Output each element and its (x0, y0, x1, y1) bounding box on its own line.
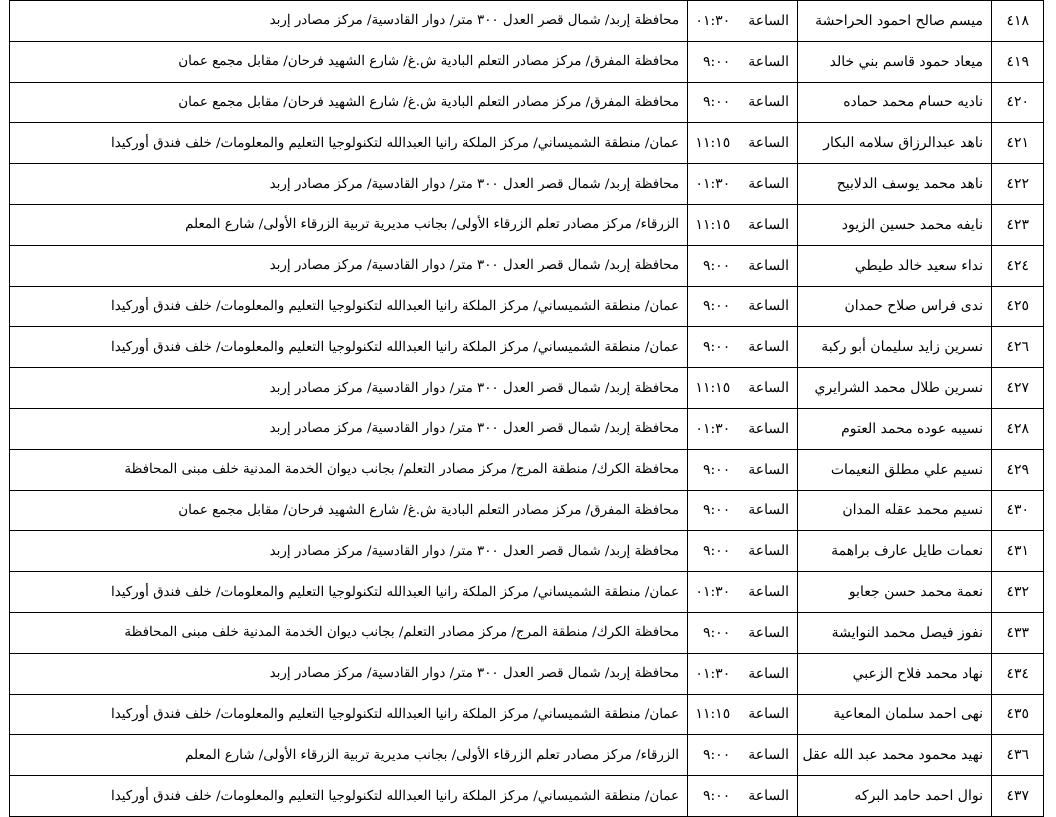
exam-location: محافظة المفرق/ مركز مصادر التعلم البادية ش.غ/ شارع الشهيد فرحان/ مقابل مجمع عمان (10, 490, 688, 531)
exam-location: محافظة الكرك/ منطقة المرج/ مركز مصادر التعلم/ بجانب ديوان الخدمة المدنية خلف مبنى المحافظة (10, 449, 688, 490)
time-value: ٩:٠٠ (702, 624, 731, 641)
candidate-name: نسرين طلال محمد الشرايري (798, 368, 992, 409)
table-row (10, 123, 1044, 164)
table-row (10, 531, 1044, 572)
time-value: ٩:٠٠ (702, 94, 731, 111)
row-number: ٤٣٢ (992, 572, 1044, 613)
exam-location: عمان/ منطقة الشميساني/ مركز الملكة رانيا العبدالله لتكنولوجيا التعليم والمعلومات/ خلف فندق أوركيدا (10, 572, 688, 613)
appointment-time (688, 1, 798, 42)
time-word: الساعة (748, 176, 789, 193)
time-word: الساعة (748, 706, 789, 723)
time-value: ٠١:٣٠ (695, 12, 731, 29)
row-number: ٤١٩ (992, 41, 1044, 82)
exam-location: محافظة إربد/ شمال قصر العدل ٣٠٠ متر/ دوار القادسية/ مركز مصادر إربد (10, 245, 688, 286)
row-number: ٤٢١ (992, 123, 1044, 164)
schedule-table (9, 0, 1044, 817)
candidate-name: نفوز فيصل محمد النوايشة (798, 612, 992, 653)
table-row (10, 776, 1044, 817)
table-row (10, 327, 1044, 368)
appointment-time (688, 204, 798, 245)
row-number: ٤٣٠ (992, 490, 1044, 531)
exam-location: محافظة إربد/ شمال قصر العدل ٣٠٠ متر/ دوار القادسية/ مركز مصادر إربد (10, 653, 688, 694)
exam-location: محافظة الكرك/ منطقة المرج/ مركز مصادر التعلم/ بجانب ديوان الخدمة المدنية خلف مبنى المحافظة (10, 612, 688, 653)
appointment-time (688, 41, 798, 82)
row-number: ٤٣٥ (992, 694, 1044, 735)
row-number: ٤٢٤ (992, 245, 1044, 286)
row-number: ٤٢٣ (992, 204, 1044, 245)
appointment-time (688, 653, 798, 694)
time-value: ٩:٠٠ (702, 461, 731, 478)
time-word: الساعة (748, 298, 789, 315)
time-word: الساعة (748, 461, 789, 478)
candidate-name: نعمة محمد حسن جعابو (798, 572, 992, 613)
time-value: ١١:١٥ (695, 380, 731, 397)
time-word: الساعة (748, 543, 789, 560)
time-value: ٠١:٣٠ (695, 584, 731, 601)
table-row (10, 41, 1044, 82)
appointment-time (688, 408, 798, 449)
table-row (10, 1, 1044, 42)
exam-location: عمان/ منطقة الشميساني/ مركز الملكة رانيا العبدالله لتكنولوجيا التعليم والمعلومات/ خلف فندق أوركيدا (10, 776, 688, 817)
candidate-name: نايفه محمد حسين الزيود (798, 204, 992, 245)
appointment-time (688, 286, 798, 327)
time-word: الساعة (748, 135, 789, 152)
appointment-time (688, 612, 798, 653)
table-row (10, 164, 1044, 205)
row-number: ٤٢٦ (992, 327, 1044, 368)
time-word: الساعة (748, 216, 789, 233)
table-row (10, 368, 1044, 409)
row-number: ٤٢٨ (992, 408, 1044, 449)
appointment-time (688, 572, 798, 613)
exam-location: محافظة إربد/ شمال قصر العدل ٣٠٠ متر/ دوار القادسية/ مركز مصادر إربد (10, 531, 688, 572)
exam-location: محافظة إربد/ شمال قصر العدل ٣٠٠ متر/ دوار القادسية/ مركز مصادر إربد (10, 164, 688, 205)
row-number: ٤٣٤ (992, 653, 1044, 694)
candidate-name: ناديه حسام محمد حماده (798, 82, 992, 123)
row-number: ٤٢٧ (992, 368, 1044, 409)
time-word: الساعة (748, 94, 789, 111)
schedule-document (10, 0, 1044, 817)
appointment-time (688, 245, 798, 286)
candidate-name: نسرين زايد سليمان أبو ركبة (798, 327, 992, 368)
appointment-time (688, 776, 798, 817)
time-value: ٩:٠٠ (702, 502, 731, 519)
candidate-name: نوال احمد حامد البركه (798, 776, 992, 817)
row-number: ٤١٨ (992, 1, 1044, 42)
candidate-name: نهى احمد سلمان المعاعية (798, 694, 992, 735)
table-row (10, 490, 1044, 531)
appointment-time (688, 694, 798, 735)
schedule-rows (10, 1, 1044, 817)
table-row (10, 612, 1044, 653)
candidate-name: ميسم صالح احمود الحراحشة (798, 1, 992, 42)
time-value: ٠١:٣٠ (695, 420, 731, 437)
table-row (10, 245, 1044, 286)
time-word: الساعة (748, 788, 789, 805)
time-value: ٩:٠٠ (702, 339, 731, 356)
time-word: الساعة (748, 257, 789, 274)
table-row (10, 653, 1044, 694)
table-row (10, 694, 1044, 735)
table-row (10, 82, 1044, 123)
time-value: ٠١:٣٠ (695, 176, 731, 193)
candidate-name: نسيبه عوده محمد العتوم (798, 408, 992, 449)
exam-location: عمان/ منطقة الشميساني/ مركز الملكة رانيا العبدالله لتكنولوجيا التعليم والمعلومات/ خلف فندق أوركيدا (10, 286, 688, 327)
candidate-name: ناهد محمد يوسف الدلابيح (798, 164, 992, 205)
time-value: ٩:٠٠ (702, 53, 731, 70)
appointment-time (688, 164, 798, 205)
row-number: ٤٣٣ (992, 612, 1044, 653)
time-word: الساعة (748, 584, 789, 601)
time-value: ٩:٠٠ (702, 298, 731, 315)
time-word: الساعة (748, 53, 789, 70)
exam-location: محافظة إربد/ شمال قصر العدل ٣٠٠ متر/ دوار القادسية/ مركز مصادر إربد (10, 1, 688, 42)
time-word: الساعة (748, 380, 789, 397)
row-number: ٤٣٦ (992, 735, 1044, 776)
time-word: الساعة (748, 339, 789, 356)
time-value: ١١:١٥ (695, 706, 731, 723)
table-row (10, 286, 1044, 327)
appointment-time (688, 123, 798, 164)
table-row (10, 735, 1044, 776)
candidate-name: ميعاد حمود قاسم بني خالد (798, 41, 992, 82)
exam-location: الزرقاء/ مركز مصادر تعلم الزرقاء الأولى/ بجانب مديرية تربية الزرقاء الأولى/ شارع المعلم (10, 204, 688, 245)
candidate-name: نسيم علي مطلق النعيمات (798, 449, 992, 490)
exam-location: محافظة المفرق/ مركز مصادر التعلم البادية ش.غ/ شارع الشهيد فرحان/ مقابل مجمع عمان (10, 82, 688, 123)
table-row (10, 449, 1044, 490)
candidate-name: ندى فراس صلاح حمدان (798, 286, 992, 327)
row-number: ٤٢٠ (992, 82, 1044, 123)
time-value: ٩:٠٠ (702, 788, 731, 805)
appointment-time (688, 490, 798, 531)
appointment-time (688, 735, 798, 776)
exam-location: عمان/ منطقة الشميساني/ مركز الملكة رانيا العبدالله لتكنولوجيا التعليم والمعلومات/ خلف فندق أوركيدا (10, 123, 688, 164)
row-number: ٤٢٥ (992, 286, 1044, 327)
time-value: ١١:١٥ (695, 216, 731, 233)
row-number: ٤٣١ (992, 531, 1044, 572)
time-value: ٩:٠٠ (702, 543, 731, 560)
time-value: ٩:٠٠ (702, 257, 731, 274)
table-row (10, 204, 1044, 245)
exam-location: محافظة إربد/ شمال قصر العدل ٣٠٠ متر/ دوار القادسية/ مركز مصادر إربد (10, 368, 688, 409)
exam-location: عمان/ منطقة الشميساني/ مركز الملكة رانيا العبدالله لتكنولوجيا التعليم والمعلومات/ خلف فندق أوركيدا (10, 327, 688, 368)
appointment-time (688, 327, 798, 368)
time-word: الساعة (748, 12, 789, 29)
candidate-name: نهاد محمد فلاح الزعبي (798, 653, 992, 694)
candidate-name: نهيد محمود محمد عبد الله عقل (798, 735, 992, 776)
time-word: الساعة (748, 624, 789, 641)
appointment-time (688, 449, 798, 490)
exam-location: محافظة إربد/ شمال قصر العدل ٣٠٠ متر/ دوار القادسية/ مركز مصادر إربد (10, 408, 688, 449)
time-word: الساعة (748, 502, 789, 519)
time-word: الساعة (748, 665, 789, 682)
row-number: ٤٢٩ (992, 449, 1044, 490)
table-row (10, 572, 1044, 613)
candidate-name: ناهد عبدالرزاق سلامه البكار (798, 123, 992, 164)
appointment-time (688, 82, 798, 123)
appointment-time (688, 368, 798, 409)
time-value: ١١:١٥ (695, 135, 731, 152)
time-word: الساعة (748, 420, 789, 437)
time-value: ٠١:٣٠ (695, 665, 731, 682)
candidate-name: نسيم محمد عقله المدان (798, 490, 992, 531)
time-word: الساعة (748, 747, 789, 764)
exam-location: محافظة المفرق/ مركز مصادر التعلم البادية ش.غ/ شارع الشهيد فرحان/ مقابل مجمع عمان (10, 41, 688, 82)
appointment-time (688, 531, 798, 572)
time-value: ٩:٠٠ (702, 747, 731, 764)
row-number: ٤٢٢ (992, 164, 1044, 205)
candidate-name: نعمات طايل عارف براهمة (798, 531, 992, 572)
candidate-name: نداء سعيد خالد طيطي (798, 245, 992, 286)
row-number: ٤٣٧ (992, 776, 1044, 817)
exam-location: الزرقاء/ مركز مصادر تعلم الزرقاء الأولى/ بجانب مديرية تربية الزرقاء الأولى/ شارع المعلم (10, 735, 688, 776)
exam-location: عمان/ منطقة الشميساني/ مركز الملكة رانيا العبدالله لتكنولوجيا التعليم والمعلومات/ خلف فندق أوركيدا (10, 694, 688, 735)
table-row (10, 408, 1044, 449)
